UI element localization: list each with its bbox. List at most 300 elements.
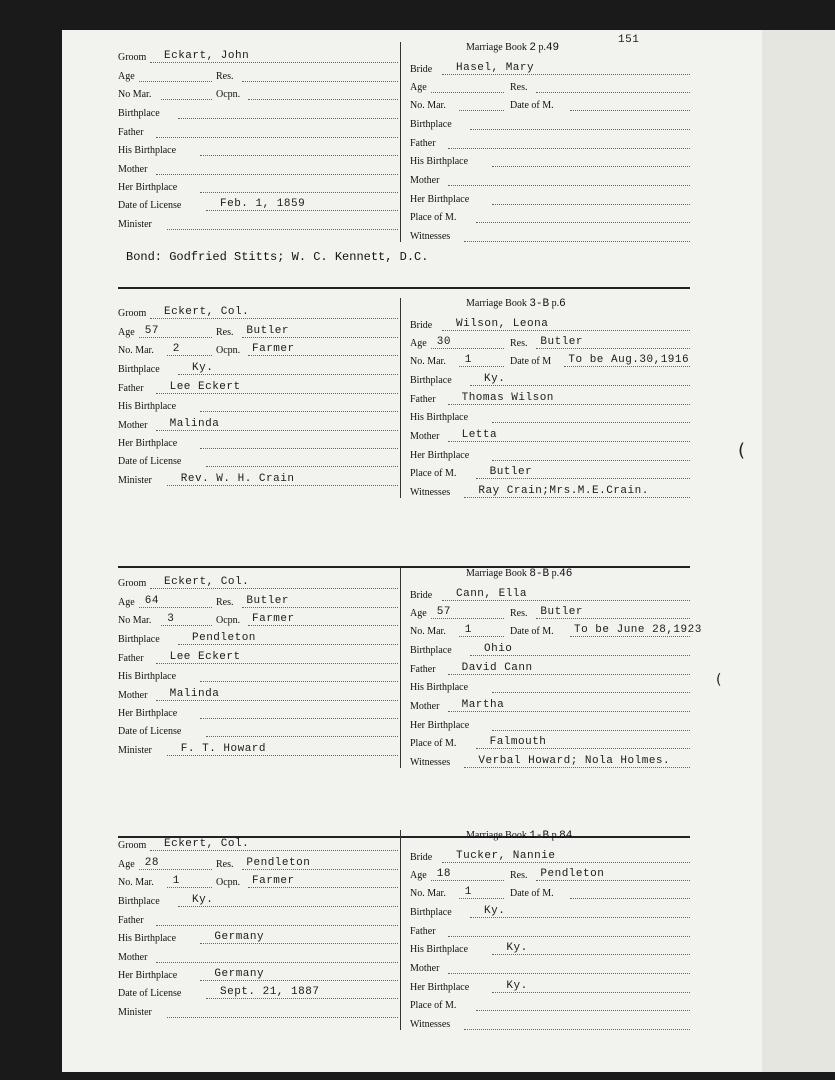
bride-field-row bbox=[410, 643, 700, 659]
bride-column bbox=[410, 568, 700, 768]
bride-field-row bbox=[410, 80, 700, 96]
bride-field-label: Bride bbox=[410, 64, 433, 75]
fill-line bbox=[459, 366, 504, 367]
fill-line bbox=[200, 980, 398, 981]
groom-field-label: No Mar. bbox=[118, 615, 152, 626]
marriage-book-number: 3-B bbox=[529, 298, 550, 310]
groom-field-row bbox=[118, 595, 408, 611]
marriage-record-card bbox=[62, 830, 702, 1080]
bride-field-row bbox=[410, 485, 700, 501]
fill-line bbox=[248, 355, 398, 356]
groom-field-row bbox=[118, 576, 408, 592]
fill-line bbox=[570, 898, 690, 899]
bride-field-value: Ky. bbox=[506, 942, 528, 954]
bride-field-label: Date of M. bbox=[510, 888, 554, 899]
groom-field-label: Mother bbox=[118, 420, 148, 431]
groom-field-value: Malinda bbox=[169, 418, 220, 430]
bride-field-row bbox=[410, 886, 700, 902]
groom-field-row bbox=[118, 362, 408, 378]
groom-field-label: Her Birthplace bbox=[118, 708, 178, 719]
fill-line bbox=[564, 366, 690, 367]
groom-field-value: Lee Eckert bbox=[169, 381, 241, 393]
fill-line bbox=[570, 636, 690, 637]
groom-field-row bbox=[118, 857, 408, 873]
bride-field-value: Ray Crain;Mrs.M.E.Crain. bbox=[478, 485, 649, 497]
page-label: p bbox=[551, 830, 557, 841]
groom-field-value: Eckert, Col. bbox=[164, 306, 250, 318]
bride-field-row bbox=[410, 924, 700, 940]
bride-field-label: Father bbox=[410, 926, 436, 937]
groom-field-label: Father bbox=[118, 127, 144, 138]
fill-line bbox=[167, 229, 398, 230]
bride-field-label: Age bbox=[410, 338, 427, 349]
fill-line bbox=[178, 118, 398, 119]
groom-field-value: Eckart, John bbox=[164, 50, 250, 62]
bride-field-row bbox=[410, 588, 700, 604]
page-label: p bbox=[551, 298, 557, 309]
groom-field-value: F. T. Howard bbox=[180, 743, 267, 755]
bride-field-value: Letta bbox=[461, 429, 498, 441]
page-label: p bbox=[538, 42, 544, 53]
marriage-record-card bbox=[62, 34, 702, 292]
bride-field-label: His Birthplace bbox=[410, 944, 469, 955]
marriage-record-card bbox=[62, 568, 702, 818]
bride-field-row bbox=[410, 448, 700, 464]
bride-field-label: His Birthplace bbox=[410, 412, 469, 423]
fill-line bbox=[156, 962, 398, 963]
groom-field-row bbox=[118, 198, 408, 214]
groom-field-value: Butler bbox=[246, 595, 289, 607]
bride-field-label: Mother bbox=[410, 431, 440, 442]
page-edge-shadow bbox=[762, 30, 835, 1080]
bride-field-label: Father bbox=[410, 664, 436, 675]
groom-field-label: Father bbox=[118, 383, 144, 394]
bride-field-label: Birthplace bbox=[410, 907, 452, 918]
fill-line bbox=[178, 644, 398, 645]
groom-column bbox=[118, 298, 408, 498]
bride-column bbox=[410, 42, 700, 242]
marriage-book-reference: Marriage Book 8-B p.46 bbox=[466, 568, 573, 580]
groom-field-label: No. Mar. bbox=[118, 345, 154, 356]
groom-field-row bbox=[118, 651, 408, 667]
bride-field-value: Martha bbox=[461, 699, 505, 711]
bride-field-row bbox=[410, 410, 700, 426]
groom-field-value: 1 bbox=[172, 875, 180, 887]
bride-field-value: 18 bbox=[436, 868, 451, 880]
groom-field-row bbox=[118, 143, 408, 159]
bride-field-label: Bride bbox=[410, 320, 433, 331]
groom-field-row bbox=[118, 306, 408, 322]
fill-line bbox=[206, 466, 398, 467]
bride-field-label: Bride bbox=[410, 852, 433, 863]
groom-field-label: Father bbox=[118, 915, 144, 926]
document-page bbox=[62, 30, 835, 1080]
fill-line bbox=[470, 385, 690, 386]
bride-field-label: No. Mar. bbox=[410, 888, 446, 899]
fill-line bbox=[150, 62, 398, 63]
groom-field-row bbox=[118, 87, 408, 103]
bride-field-row bbox=[410, 736, 700, 752]
bride-column bbox=[410, 830, 700, 1030]
page-stamp: 151 bbox=[618, 34, 640, 46]
fill-line bbox=[459, 636, 504, 637]
marriage-book-number: 1-B bbox=[529, 830, 550, 842]
groom-field-row bbox=[118, 343, 408, 359]
bride-field-label: Witnesses bbox=[410, 757, 451, 768]
groom-field-label: His Birthplace bbox=[118, 671, 177, 682]
groom-field-row bbox=[118, 875, 408, 891]
fill-line bbox=[431, 348, 504, 349]
bride-field-label: Res. bbox=[510, 82, 528, 93]
groom-field-label: Ocpn. bbox=[216, 615, 241, 626]
groom-field-row bbox=[118, 688, 408, 704]
groom-field-label: Age bbox=[118, 71, 135, 82]
bride-field-value: Wilson, Leona bbox=[456, 318, 549, 330]
groom-field-row bbox=[118, 325, 408, 341]
marriage-book-reference: Marriage Book 3-B p.6 bbox=[466, 298, 566, 310]
bride-field-label: No. Mar. bbox=[410, 626, 446, 637]
groom-field-row bbox=[118, 894, 408, 910]
fill-line bbox=[139, 337, 212, 338]
fill-line bbox=[242, 607, 398, 608]
page-label: p bbox=[551, 568, 557, 579]
fill-line bbox=[200, 411, 398, 412]
bride-field-label: His Birthplace bbox=[410, 682, 469, 693]
fill-line bbox=[242, 81, 398, 82]
bride-field-row bbox=[410, 1017, 700, 1033]
bride-field-label: Mother bbox=[410, 175, 440, 186]
bride-field-value: To be Aug.30,1916 bbox=[568, 354, 690, 366]
fill-line bbox=[536, 618, 690, 619]
groom-field-label: Date of License bbox=[118, 988, 182, 999]
fill-line bbox=[470, 917, 690, 918]
marriage-book-number: 2 bbox=[529, 42, 536, 54]
fill-line bbox=[459, 898, 504, 899]
bride-field-row bbox=[410, 336, 700, 352]
bride-field-row bbox=[410, 980, 700, 996]
groom-field-label: Res. bbox=[216, 859, 234, 870]
bride-field-row bbox=[410, 154, 700, 170]
bride-field-value: Ky. bbox=[506, 980, 528, 992]
groom-field-row bbox=[118, 106, 408, 122]
groom-field-value: Pendleton bbox=[246, 857, 311, 869]
groom-field-row bbox=[118, 180, 408, 196]
fill-line bbox=[167, 485, 398, 486]
groom-field-value: Ky. bbox=[192, 894, 214, 906]
groom-field-row bbox=[118, 418, 408, 434]
scan-border bbox=[62, 1072, 835, 1080]
groom-field-label: Birthplace bbox=[118, 634, 160, 645]
bride-field-row bbox=[410, 699, 700, 715]
bride-field-row bbox=[410, 961, 700, 977]
bride-field-label: Witnesses bbox=[410, 487, 451, 498]
bride-field-value: David Cann bbox=[461, 662, 533, 674]
groom-field-row bbox=[118, 50, 408, 66]
bride-field-label: Witnesses bbox=[410, 1019, 451, 1030]
fill-line bbox=[242, 869, 398, 870]
fill-line bbox=[167, 1017, 398, 1018]
groom-field-label: Age bbox=[118, 327, 135, 338]
groom-field-value: 57 bbox=[144, 325, 159, 337]
groom-field-label: Birthplace bbox=[118, 896, 160, 907]
bride-field-row bbox=[410, 606, 700, 622]
groom-field-label: Res. bbox=[216, 71, 234, 82]
bride-field-label: Her Birthplace bbox=[410, 720, 470, 731]
bond-note: Bond: Godfried Stitts; W. C. Kennett, D.C. bbox=[126, 250, 429, 264]
bride-field-row bbox=[410, 192, 700, 208]
bride-field-label: Birthplace bbox=[410, 645, 452, 656]
fill-line bbox=[156, 700, 398, 701]
fill-line bbox=[139, 869, 212, 870]
bride-field-value: Ky. bbox=[484, 373, 506, 385]
bride-field-row bbox=[410, 942, 700, 958]
fill-line bbox=[448, 674, 690, 675]
fill-line bbox=[156, 925, 398, 926]
groom-field-label: Her Birthplace bbox=[118, 182, 178, 193]
bride-field-row bbox=[410, 210, 700, 226]
fill-line bbox=[448, 973, 690, 974]
groom-field-label: Groom bbox=[118, 52, 147, 63]
groom-field-row bbox=[118, 724, 408, 740]
bride-field-label: Place of M. bbox=[410, 212, 457, 223]
bride-field-label: Age bbox=[410, 82, 427, 93]
bride-field-row bbox=[410, 755, 700, 771]
fill-line bbox=[431, 92, 504, 93]
fill-line bbox=[464, 241, 690, 242]
record-separator bbox=[118, 287, 690, 289]
bride-field-label: Res. bbox=[510, 870, 528, 881]
groom-field-row bbox=[118, 950, 408, 966]
groom-field-value: Feb. 1, 1859 bbox=[220, 198, 306, 210]
bride-field-row bbox=[410, 998, 700, 1014]
fill-line bbox=[492, 992, 690, 993]
groom-field-value: Germany bbox=[214, 968, 265, 980]
margin-mark: ( bbox=[738, 440, 746, 461]
groom-field-row bbox=[118, 706, 408, 722]
page-number: 84 bbox=[559, 830, 573, 842]
fill-line bbox=[448, 148, 690, 149]
groom-field-label: Her Birthplace bbox=[118, 438, 178, 449]
marriage-record-card bbox=[62, 298, 702, 548]
bride-field-value: Butler bbox=[489, 466, 533, 478]
bride-field-row bbox=[410, 117, 700, 133]
groom-field-row bbox=[118, 473, 408, 489]
fill-line bbox=[161, 625, 212, 626]
fill-line bbox=[150, 588, 398, 589]
groom-field-row bbox=[118, 913, 408, 929]
fill-line bbox=[476, 222, 690, 223]
groom-field-row bbox=[118, 986, 408, 1002]
fill-line bbox=[442, 600, 690, 601]
bride-field-value: 1 bbox=[464, 354, 472, 366]
groom-field-row bbox=[118, 632, 408, 648]
groom-field-label: Res. bbox=[216, 327, 234, 338]
fill-line bbox=[200, 192, 398, 193]
fill-line bbox=[178, 906, 398, 907]
groom-field-value: Ky. bbox=[192, 362, 214, 374]
groom-field-value: Farmer bbox=[252, 875, 295, 887]
groom-field-value: Lee Eckert bbox=[169, 651, 241, 663]
bride-field-label: Father bbox=[410, 138, 436, 149]
fill-line bbox=[161, 99, 212, 100]
bride-field-row bbox=[410, 466, 700, 482]
fill-line bbox=[167, 355, 212, 356]
fill-line bbox=[242, 337, 398, 338]
fill-line bbox=[431, 618, 504, 619]
groom-field-row bbox=[118, 669, 408, 685]
bride-field-label: Place of M. bbox=[410, 468, 457, 479]
fill-line bbox=[476, 748, 690, 749]
groom-field-label: Birthplace bbox=[118, 364, 160, 375]
bride-field-label: Birthplace bbox=[410, 119, 452, 130]
groom-column bbox=[118, 568, 408, 768]
fill-line bbox=[464, 1029, 690, 1030]
bride-field-row bbox=[410, 136, 700, 152]
groom-field-value: Butler bbox=[246, 325, 289, 337]
page-number: 46 bbox=[559, 568, 573, 580]
fill-line bbox=[156, 393, 398, 394]
fill-line bbox=[536, 92, 690, 93]
bride-field-label: Res. bbox=[510, 608, 528, 619]
bride-field-label: Age bbox=[410, 870, 427, 881]
bride-field-label: Father bbox=[410, 394, 436, 405]
bride-field-row bbox=[410, 173, 700, 189]
bride-field-value: 1 bbox=[464, 624, 472, 636]
groom-field-row bbox=[118, 838, 408, 854]
fill-line bbox=[200, 448, 398, 449]
bride-field-value: Butler bbox=[540, 606, 583, 618]
fill-line bbox=[464, 497, 690, 498]
bride-field-value: Butler bbox=[540, 336, 583, 348]
fill-line bbox=[492, 692, 690, 693]
marriage-book-reference: Marriage Book 2 p.49 bbox=[466, 42, 560, 54]
bride-field-value: Hasel, Mary bbox=[456, 62, 535, 74]
groom-field-value: Sept. 21, 1887 bbox=[220, 986, 320, 998]
groom-field-value: Rev. W. H. Crain bbox=[180, 473, 295, 485]
bride-field-row bbox=[410, 662, 700, 678]
bride-field-value: Tucker, Nannie bbox=[456, 850, 556, 862]
fill-line bbox=[442, 330, 690, 331]
bride-field-value: Thomas Wilson bbox=[461, 392, 554, 404]
bride-field-value: Cann, Ella bbox=[456, 588, 528, 600]
groom-field-label: Minister bbox=[118, 475, 152, 486]
groom-field-value: Eckert, Col. bbox=[164, 838, 250, 850]
bride-field-row bbox=[410, 905, 700, 921]
bride-field-label: No. Mar. bbox=[410, 356, 446, 367]
bride-field-row bbox=[410, 868, 700, 884]
groom-field-label: Minister bbox=[118, 745, 152, 756]
fill-line bbox=[492, 954, 690, 955]
groom-field-label: Age bbox=[118, 597, 135, 608]
fill-line bbox=[492, 730, 690, 731]
groom-field-value: Farmer bbox=[252, 343, 295, 355]
bride-field-row bbox=[410, 62, 700, 78]
marriage-book-label: Marriage Book bbox=[466, 298, 527, 309]
bride-field-label: Res. bbox=[510, 338, 528, 349]
groom-field-row bbox=[118, 743, 408, 759]
page-number: 49 bbox=[545, 42, 560, 54]
fill-line bbox=[476, 1010, 690, 1011]
groom-field-value: 2 bbox=[172, 343, 180, 355]
fill-line bbox=[139, 607, 212, 608]
fill-line bbox=[442, 74, 690, 75]
groom-field-value: Malinda bbox=[169, 688, 220, 700]
bride-field-label: No. Mar. bbox=[410, 100, 446, 111]
page-number: 6 bbox=[559, 298, 566, 310]
groom-column bbox=[118, 42, 408, 242]
fill-line bbox=[464, 767, 690, 768]
bride-field-label: Her Birthplace bbox=[410, 450, 470, 461]
fill-line bbox=[536, 880, 690, 881]
groom-field-row bbox=[118, 454, 408, 470]
bride-field-row bbox=[410, 429, 700, 445]
bride-field-row bbox=[410, 850, 700, 866]
groom-field-label: Groom bbox=[118, 308, 147, 319]
fill-line bbox=[442, 862, 690, 863]
fill-line bbox=[476, 478, 690, 479]
bride-field-row bbox=[410, 392, 700, 408]
fill-line bbox=[200, 718, 398, 719]
groom-field-label: Age bbox=[118, 859, 135, 870]
bride-field-label: Place of M. bbox=[410, 1000, 457, 1011]
groom-field-label: Mother bbox=[118, 690, 148, 701]
fill-line bbox=[167, 755, 398, 756]
groom-column bbox=[118, 830, 408, 1030]
groom-field-row bbox=[118, 436, 408, 452]
fill-line bbox=[459, 110, 504, 111]
fill-line bbox=[492, 204, 690, 205]
bride-field-value: 1 bbox=[464, 886, 472, 898]
fill-line bbox=[570, 110, 690, 111]
bride-field-value: Verbal Howard; Nola Holmes. bbox=[478, 755, 671, 767]
bride-column bbox=[410, 298, 700, 498]
marriage-book-number: 8-B bbox=[529, 568, 550, 580]
fill-line bbox=[156, 174, 398, 175]
groom-field-value: 3 bbox=[167, 613, 175, 625]
bride-field-row bbox=[410, 98, 700, 114]
groom-field-label: Date of License bbox=[118, 456, 182, 467]
groom-field-row bbox=[118, 69, 408, 85]
groom-field-row bbox=[118, 613, 408, 629]
bride-field-value: Pendleton bbox=[540, 868, 605, 880]
groom-field-label: Minister bbox=[118, 219, 152, 230]
fill-line bbox=[448, 936, 690, 937]
fill-line bbox=[167, 887, 212, 888]
groom-field-row bbox=[118, 125, 408, 141]
bride-field-value: 30 bbox=[436, 336, 451, 348]
groom-field-label: Ocpn. bbox=[216, 345, 241, 356]
bride-field-label: Birthplace bbox=[410, 375, 452, 386]
groom-field-label: No. Mar. bbox=[118, 877, 154, 888]
fill-line bbox=[492, 422, 690, 423]
marriage-book-label: Marriage Book bbox=[466, 42, 527, 53]
bride-field-value: 57 bbox=[436, 606, 451, 618]
marriage-book-reference: Marriage Book 1-B p.84 bbox=[466, 830, 573, 842]
groom-field-label: No Mar. bbox=[118, 89, 152, 100]
fill-line bbox=[470, 655, 690, 656]
groom-field-value: 64 bbox=[144, 595, 159, 607]
bride-field-label: Mother bbox=[410, 701, 440, 712]
bride-field-row bbox=[410, 718, 700, 734]
bride-field-label: Place of M. bbox=[410, 738, 457, 749]
groom-field-label: Mother bbox=[118, 952, 148, 963]
bride-field-row bbox=[410, 229, 700, 245]
fill-line bbox=[206, 210, 398, 211]
groom-field-value: Eckert, Col. bbox=[164, 576, 250, 588]
fill-line bbox=[139, 81, 212, 82]
fill-line bbox=[431, 880, 504, 881]
groom-field-label: His Birthplace bbox=[118, 145, 177, 156]
